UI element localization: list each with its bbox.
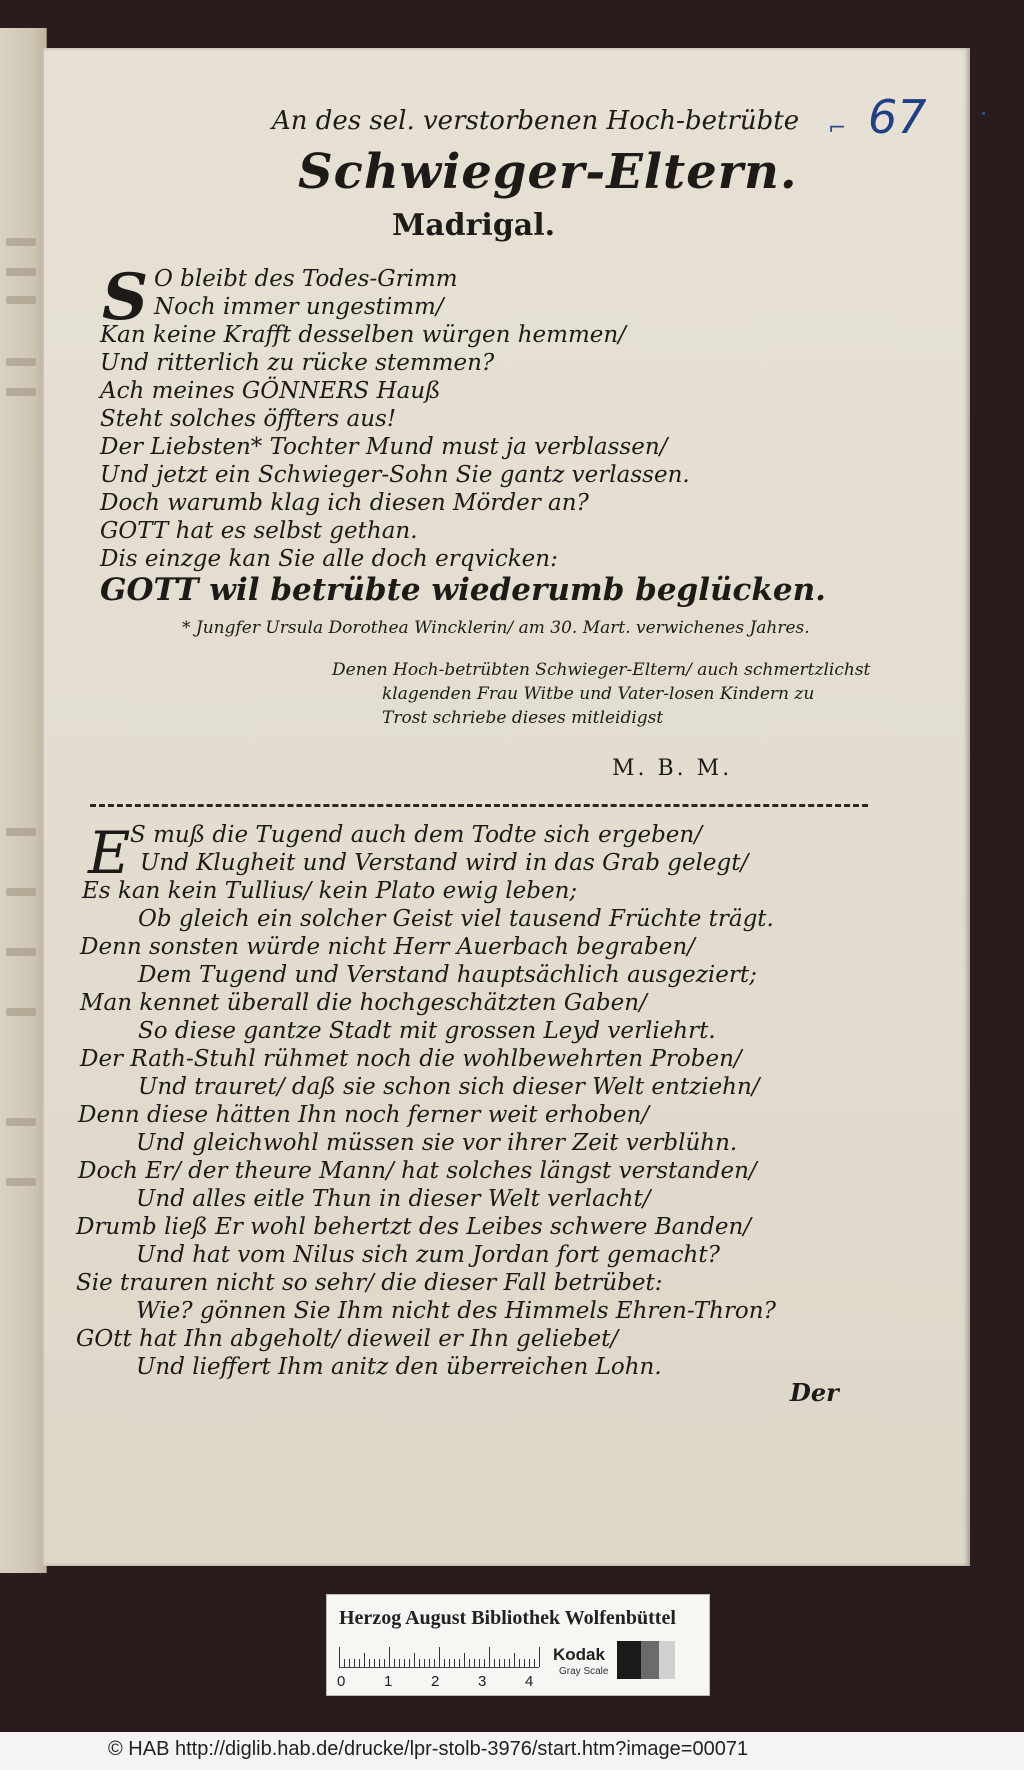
ruler-tick (394, 1659, 395, 1667)
poem-line: Doch Er/ der theure Mann/ hat solches längst verstanden/ (78, 1158, 757, 1184)
ruler-tick (364, 1653, 365, 1667)
poem-line: Sie trauren nicht so sehr/ die dieser Fall betrübet: (76, 1270, 663, 1296)
ruler-number: 3 (478, 1673, 487, 1690)
poem-line: Drumb ließ Er wohl behertzt des Leibes schwere Banden/ (76, 1214, 752, 1240)
dedication-line: Trost schriebe dieses mitleidigst (382, 708, 664, 728)
madrigal-line: Noch immer ungestimm/ (154, 294, 444, 320)
madrigal-line: O bleibt des Todes-Grimm (154, 266, 458, 292)
ruler-tick (484, 1659, 485, 1667)
copyright-caption: © HAB http://diglib.hab.de/drucke/lpr-stolb-3976/start.htm?image=00071 (108, 1738, 749, 1760)
madrigal-line: Doch warumb klag ich diesen Mörder an? (100, 490, 589, 516)
previous-page-edge (0, 28, 47, 1573)
ruler-tick (439, 1647, 440, 1667)
ruler-number: 1 (384, 1673, 393, 1690)
gray-scale-label: Gray Scale (559, 1666, 609, 1677)
page-number: 67 (868, 90, 927, 144)
poem-line: Es kan kein Tullius/ kein Plato ewig leben; (82, 878, 578, 904)
ruler-tick (344, 1659, 345, 1667)
ruler-tick (474, 1659, 475, 1667)
section-divider (90, 804, 868, 807)
madrigal-line: Steht solches öffters aus! (100, 406, 397, 432)
ruler-tick (414, 1653, 415, 1667)
gray-swatch-light (659, 1641, 675, 1679)
ruler-tick (464, 1653, 465, 1667)
signature: M. B. M. (612, 756, 733, 781)
poem-line: Und alles eitle Thun in dieser Welt verlacht/ (136, 1186, 651, 1212)
library-name: Herzog August Bibliothek Wolfenbüttel (339, 1607, 676, 1629)
poem-line: Wie? gönnen Sie Ihm nicht des Himmels Ehren-Thron? (136, 1298, 776, 1324)
ruler-tick (419, 1659, 420, 1667)
madrigal-drop-cap: S (102, 260, 149, 335)
poem-line: Ob gleich ein solcher Geist viel tausend Früchte trägt. (138, 906, 774, 932)
ruler-tick (469, 1659, 470, 1667)
ruler-tick (339, 1647, 340, 1667)
margin-mark: ⌐ (828, 116, 847, 141)
madrigal-last-line: GOTT wil betrübte wiederumb beglücken. (100, 572, 826, 608)
kodak-logo: Kodak (553, 1645, 605, 1664)
ruler-tick (424, 1659, 425, 1667)
poem-line: Und gleichwohl müssen sie vor ihrer Zeit verblühn. (136, 1130, 738, 1156)
ruler-tick (479, 1659, 480, 1667)
ruler-tick (354, 1659, 355, 1667)
poem-line: Denn diese hätten Ihn noch ferner weit erhoben/ (78, 1102, 650, 1128)
poem-line: So diese gantze Stadt mit grossen Leyd verliehrt. (138, 1018, 716, 1044)
ruler-tick (349, 1659, 350, 1667)
poem-drop-cap: E (88, 819, 131, 887)
ruler-tick (384, 1659, 385, 1667)
heading-madrigal: Madrigal. (392, 208, 556, 243)
ruler-tick (529, 1659, 530, 1667)
scale-ruler (339, 1645, 539, 1668)
heading-line-2: Schwieger-Eltern. (298, 144, 798, 200)
ruler-tick (509, 1659, 510, 1667)
madrigal-line: Und jetzt ein Schwieger-Sohn Sie gantz verlassen. (100, 462, 690, 488)
document-page (42, 48, 991, 1566)
poem-line: Und trauret/ daß sie schon sich dieser Welt entziehn/ (138, 1074, 760, 1100)
ruler-tick (539, 1647, 540, 1667)
ruler-number: 0 (337, 1673, 346, 1690)
heading-line-1: An des sel. verstorbenen Hoch-betrübte (272, 106, 800, 136)
madrigal-line: GOTT hat es selbst gethan. (100, 518, 418, 544)
ruler-tick (359, 1659, 360, 1667)
ruler-tick (449, 1659, 450, 1667)
ruler-tick (429, 1659, 430, 1667)
poem-line: Und lieffert Ihm anitz den überreichen Lohn. (136, 1354, 662, 1380)
dedication-line: klagenden Frau Witbe und Vater-losen Kindern zu (382, 684, 815, 704)
ruler-tick (434, 1659, 435, 1667)
madrigal-line: Und ritterlich zu rücke stemmen? (100, 350, 495, 376)
ruler-tick (534, 1659, 535, 1667)
ruler-tick (524, 1659, 525, 1667)
catchword: Der (790, 1378, 839, 1407)
ruler-tick (454, 1659, 455, 1667)
poem-line: S muß die Tugend auch dem Todte sich ergeben/ (130, 822, 702, 848)
ruler-tick (379, 1659, 380, 1667)
poem-line: Und hat vom Nilus sich zum Jordan fort gemacht? (136, 1242, 720, 1268)
ruler-tick (399, 1659, 400, 1667)
madrigal-line: Kan keine Krafft desselben würgen hemmen/ (100, 322, 626, 348)
ruler-tick (409, 1659, 410, 1667)
ruler-tick (404, 1659, 405, 1667)
ruler-tick (459, 1659, 460, 1667)
ruler-tick (514, 1653, 515, 1667)
poem-line: Der Rath-Stuhl rühmet noch die wohlbewehrten Proben/ (80, 1046, 742, 1072)
poem-line: Man kennet überall die hochgeschätzten Gaben/ (80, 990, 647, 1016)
ruler-tick (494, 1659, 495, 1667)
ruler-tick (489, 1647, 490, 1667)
gray-swatch-black (617, 1641, 641, 1679)
ruler-tick (444, 1659, 445, 1667)
madrigal-line: Dis einzge kan Sie alle doch erqvicken: (100, 546, 558, 572)
ruler-tick (374, 1659, 375, 1667)
ruler-tick (389, 1647, 390, 1667)
madrigal-line: Ach meines GÖNNERS Hauß (100, 378, 441, 404)
color-calibration-card (326, 1594, 710, 1696)
ruler-tick (504, 1659, 505, 1667)
ruler-tick (519, 1659, 520, 1667)
madrigal-line: Der Liebsten* Tochter Mund must ja verblassen/ (100, 434, 668, 460)
poem-line: Denn sonsten würde nicht Herr Auerbach begraben/ (80, 934, 695, 960)
ruler-number: 2 (431, 1673, 440, 1690)
margin-mark: ˙ (976, 108, 991, 143)
ruler-tick (499, 1659, 500, 1667)
ruler-tick (369, 1659, 370, 1667)
ruler-number: 4 (525, 1673, 534, 1690)
poem-line: Dem Tugend und Verstand hauptsächlich ausgeziert; (138, 962, 757, 988)
poem-line: GOtt hat Ihn abgeholt/ dieweil er Ihn geliebet/ (76, 1326, 619, 1352)
poem-line: Und Klugheit und Verstand wird in das Grab gelegt/ (140, 850, 749, 876)
footnote: * Jungfer Ursula Dorothea Wincklerin/ am 30. Mart. verwichenes Jahres. (182, 618, 810, 638)
gray-swatch-mid (641, 1641, 659, 1679)
dedication-line: Denen Hoch-betrübten Schwieger-Eltern/ auch schmertzlichst (332, 660, 871, 680)
